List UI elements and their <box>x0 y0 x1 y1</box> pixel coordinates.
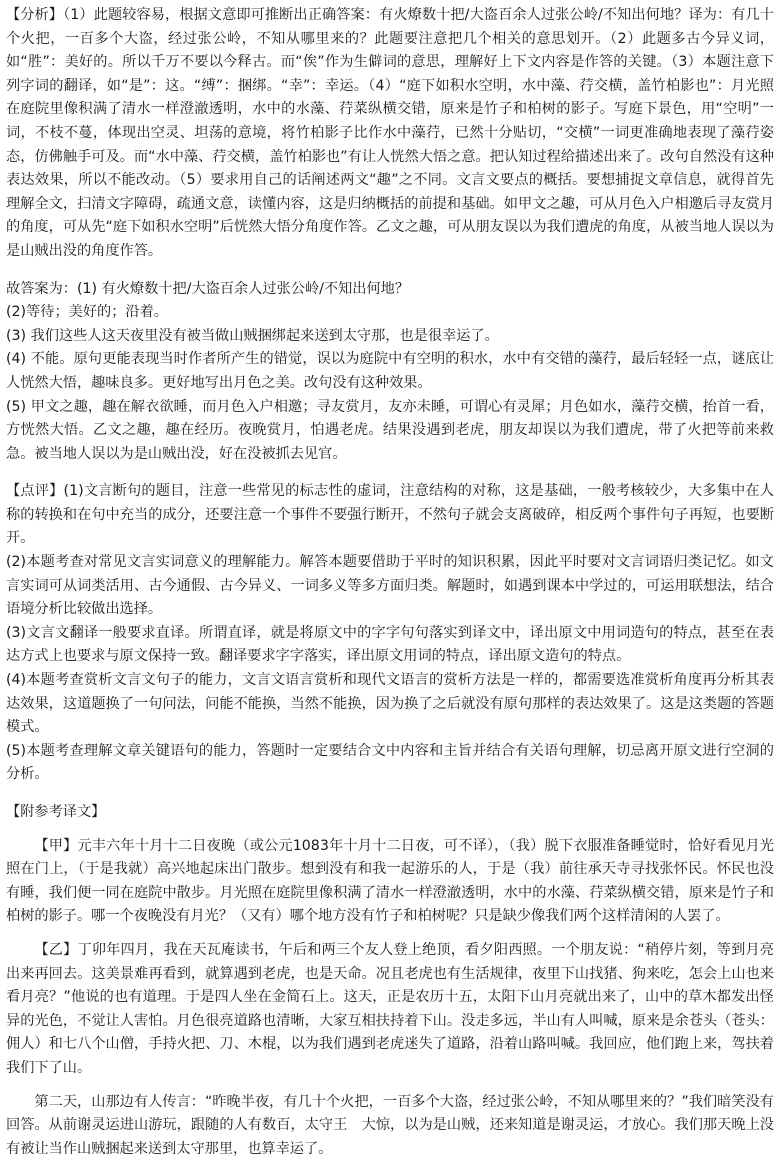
answer-2: (2)等待；美好的；沿着。 <box>6 304 168 321</box>
spacer <box>6 1081 774 1091</box>
translation-yi: 【乙】丁卯年四月，我在天瓦庵读书，午后和两三个友人登上绝顶，看夕阳西照。一个朋友说：“稍停片刻，等到月亮出来再回去。这美景难再看到，就算遇到老虎，也是天命。况且老虎也有生活规律，夜里下山找猪、狗来吃，怎会上山也来看月亮？”他说的也有道理。于是四人坐在金简石上。这天，正是农历十五，太阳下山月亮就出来了，山中的草木都发出怪异的光色，不觉让人害怕。月色很亮道路也清晰，大家互相扶持着下山。没走多远，半山有人叫喊，原来是余苍头（苍头：佣人）和七八个山僧，手持火把、刀、木棍，以为我们遇到老虎迷失了道路，沿着山路叫喊。我回应，他们跑上来，驾扶着我们下了山。 <box>6 941 774 1076</box>
comment-3: (3)文言文翻译一般要求直译。所谓直译，就是将原文中的字字句句落实到译文中，译出原文中用词造句的特点，甚至在表达方式上也要求与原文保持一致。翻译要求字字落实，译出原文用词的特点，译出原文造句的特点。 <box>6 624 774 665</box>
comment-2: (2)本题考查对常见文言实词意义的理解能力。解答本题要借助于平时的知识积累，因此平时要对文言词语归类记忆。如文言实词可从词类活用、古今通假、古今异义、一词多义等多方面归类。解题时，如遇到课本中学过的，可运用联想法，结合语境分析比较做出选择。 <box>6 554 774 618</box>
answers-section <box>6 278 774 467</box>
comment-5: (5)本题考查理解文章关键语句的能力，答题时一定要结合文中内容和主旨并结合有关语句理解，切忌离开原文进行空洞的分析。 <box>6 742 774 783</box>
translation-heading: 【附参考译文】 <box>6 804 106 820</box>
answer-3: (3) 我们这些人这天夜里没有被当做山贼捆绑起来送到太守那，也是很幸运了。 <box>6 327 499 344</box>
analysis-paragraph: 【分析】（1）此题较容易，根据文意即可推断出正确答案：有火燎数十把/大盗百余人过张公岭/不知出何地？译为：有几十个火把，一百多个大盗，经过张公岭，不知从哪里来的？此题要注意把几个相关的意思划开。（2）此题多古今异义词，如“胜”：美好的。所以千万不要以今释古。而“俟”作为生僻词的意思，理解好上下文内容是作答的关键。（3）本题注意下列字词的翻译，如“是”：这。“缚”：捆绑。“幸”：幸运。（4）“庭下如积水空明，水中藻、荇交横，盖竹柏影也”：月光照在庭院里像积满了清水一样澄澈透明，水中的水藻、荇菜纵横交错，原来是竹子和柏树的影子。写庭下景色，用“空明”一词，不枝不蔓，体现出空灵、坦荡的意境，将竹柏影子比作水中藻荇，已然十分贴切，“交横”一词更准确地表现了藻荇姿态，仿佛触手可及。而“水中藻、荇交横，盖竹柏影也”有让人恍然大悟之意。把认知过程给描述出来了。改句自然没有这种表达效果，所以不能改动。（5）要求用自己的话阐述两文“趣”之不同。文言文要点的概括。要想捕捉文章信息，就得首先理解全文，扫清文字障碍，疏通文意，读懂内容，这是归纳概括的前提和基础。如甲文之趣，可从月色入户相邀后寻友赏月的角度，可从先“庭下如积水空明”后恍然大悟分角度作答。乙文之趣，可从朋友误以为我们遭虎的角度，从被当地人误以为是山贼出没的角度作答。 <box>6 7 774 259</box>
comments-section <box>6 480 774 787</box>
answer-4: (4) 不能。原句更能表现当时作者所产生的错觉，误以为庭院中有空明的积水，水中有交错的藻荇，最后轻轻一点，谜底让人恍然大悟，趣味良多。更好地写出月色之美。改句没有这种效果。 <box>6 351 774 391</box>
answer-intro: 故答案为：(1) 有火燎数十把/大盗百余人过张公岭/不知出何地？ <box>6 280 410 297</box>
spacer <box>6 466 774 480</box>
spacer <box>6 787 774 801</box>
translation-jia: 【甲】元丰六年十月十二日夜晚（或公元1083年十月十二日夜，可不译），（我）脱下衣服准备睡觉时，恰好看见月光照在门上，（于是我就）高兴地起床出门散步。想到没有和我一起游乐的人，于是（我）前往承天寺寻找张怀民。怀民也没有睡，我们便一同在庭院中散步。月光照在庭院里像积满了清水一样澄澈透明，水中的水藻、荇菜纵横交错，原来是竹子和柏树的影子。哪一个夜晚没有月光？（又有）哪个地方没有竹子和柏树呢？只是缺少像我们两个这样清闲的人罢了。 <box>6 837 774 925</box>
spacer <box>6 929 774 939</box>
translation-next-day: 第二天，山那边有人传言：“昨晚半夜，有几十个火把，一百多个大盗，经过张公岭，不知从哪里来的？”我们暗笑没有回答。从前谢灵运进山游玩，跟随的人有数百，太守王 大惊，以为是山贼，还来知道是谢灵运，才放心。我们那天晚上没有被让当作山贼捆起来送到太守那里，也算幸运了。 <box>6 1093 774 1157</box>
spacer <box>6 264 774 278</box>
answer-5: (5) 甲文之趣，趣在解衣欲睡，而月色入户相邀；寻友赏月，友亦未睡，可谓心有灵犀；月色如水，藻荇交横，抬首一看，方恍然大悟。乙文之趣，趣在经历。夜晚赏月，怕遇老虎。结果没遇到老虎，朋友却误以为我们遭虎，带了火把等前来救急。被当地人误以为是山贼出没，好在没被抓去见官。 <box>6 398 774 462</box>
spacer <box>6 825 774 835</box>
analysis-section <box>6 4 774 264</box>
comment-1: 【点评】(1)文言断句的题目，注意一些常见的标志性的虚词，注意结构的对称，这是基础，一般考核较少，大多集中在人称的转换和在句中充当的成分，还要注意一个事件不要强行断开，不然句子就会支离破碎，相反两个事件句子再短，也要断开。 <box>6 483 774 547</box>
translation-section <box>6 801 774 1161</box>
comment-4: (4)本题考查赏析文言文句子的能力，文言文语言赏析和现代文语言的赏析方法是一样的，都需要选准赏析角度再分析其表达效果，这道题换了一句问法，问能不能换，当然不能换，因为换了之后就没有原句那样的表达效果了。这是这类题的答题模式。 <box>6 672 774 736</box>
